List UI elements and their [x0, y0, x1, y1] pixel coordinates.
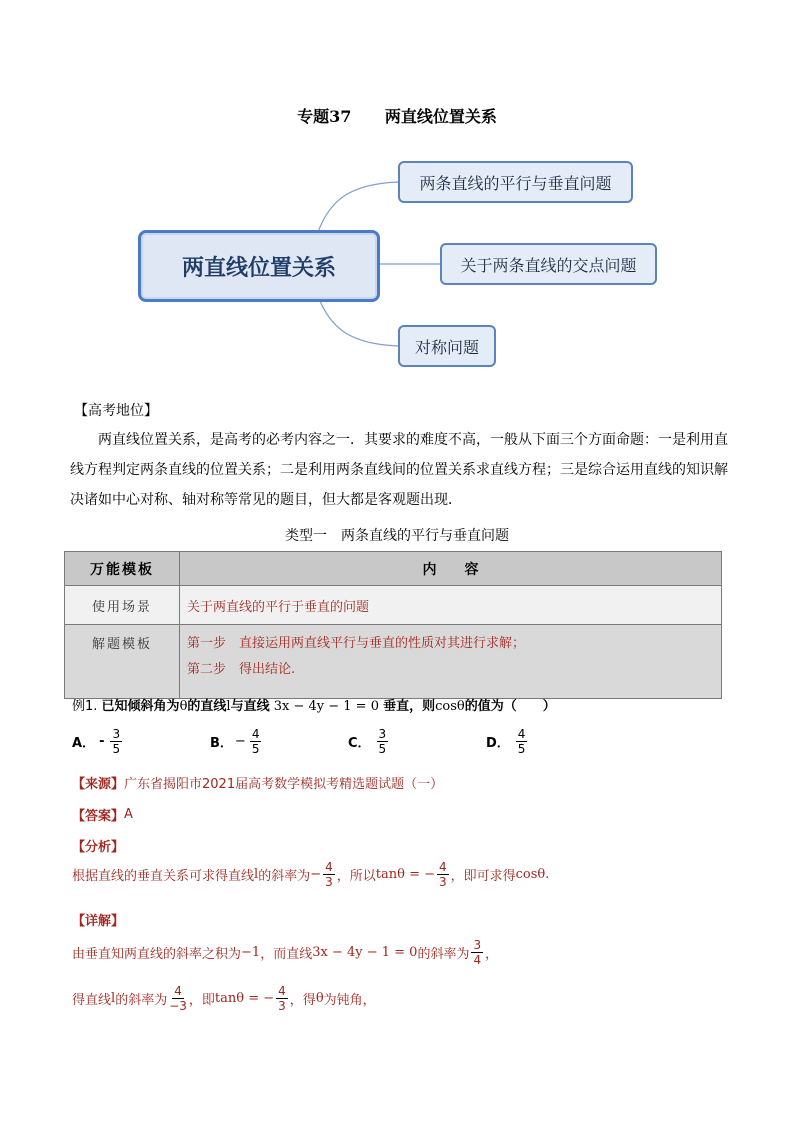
- detail-line-1: 由垂直知两直线的斜率之积为 −1 ，而直线 3x − 4y − 1 = 0 的斜率为 $\frac{3}{4}$ ，: [72, 938, 499, 967]
- option-fraction: $\frac{4}{5}$: [251, 727, 260, 756]
- analysis-text: 根据直线的垂直关系可求得直线 l 的斜率为 − $\frac{4}{3}$ ，所以 tanθ = − $\frac{4}{3}$ ，即可求得 cosθ .: [72, 860, 550, 889]
- connector-bottom: [318, 296, 398, 346]
- section-heading: 【高考地位】: [74, 403, 158, 419]
- source-tag: 【来源】: [72, 777, 125, 792]
- tan-fraction: $\frac{4}{3}$: [439, 860, 447, 889]
- table-row: [65, 625, 722, 699]
- option-a[interactable]: [72, 727, 124, 756]
- question-text: 垂直，则: [383, 699, 436, 714]
- option-label: C．: [348, 736, 371, 751]
- question-text: 的值为（ ）: [464, 699, 556, 714]
- slope-fraction: $\frac{4}{-3}$: [169, 984, 187, 1013]
- topic-name: 两直线位置关系: [384, 107, 497, 126]
- theta-symbol: θ: [179, 699, 188, 714]
- row-label: 解题模板: [65, 625, 180, 699]
- question-text: 的直线: [187, 699, 227, 714]
- section-paragraph: 两直线位置关系，是高考的必考内容之一．其要求的难度不高，一般从下面三个方面命题：一是利用直线方程判定两条直线的位置关系；二是利用两条直线间的位置关系求直线方程；三是综合运用直线的知识解决诸如中心对称、轴对称等常见的题目，但大都是客观题出现．: [70, 432, 728, 508]
- line-symbol: l: [226, 699, 231, 714]
- slope-fraction: $\frac{4}{3}$: [325, 860, 333, 889]
- mindmap-node-symmetry: 对称问题: [398, 325, 496, 367]
- analysis-heading: [72, 836, 124, 855]
- question-text: 与直线: [230, 699, 270, 714]
- option-c[interactable]: [348, 727, 390, 756]
- option-fraction: $\frac{4}{5}$: [517, 727, 526, 756]
- answer-text: A: [124, 807, 133, 822]
- table-row: [65, 586, 722, 625]
- option-b[interactable]: [210, 727, 263, 756]
- mindmap-connectors: [0, 0, 794, 400]
- example-number: 例1.: [72, 699, 98, 714]
- option-label: B．: [210, 736, 233, 751]
- option-d[interactable]: [486, 727, 529, 756]
- mindmap-node-intersection: 关于两条直线的交点问题: [440, 243, 657, 285]
- row-content: [180, 625, 722, 699]
- topic-number: 专题37: [297, 107, 352, 126]
- equation: 3x − 4y − 1 = 0: [273, 699, 379, 714]
- connector-top: [318, 182, 398, 232]
- table-header-content: 内 容: [180, 552, 722, 586]
- slope-fraction: $\frac{3}{4}$: [473, 938, 482, 967]
- type-title: 类型一 两条直线的平行与垂直问题: [285, 528, 509, 544]
- tan-fraction: $\frac{4}{3}$: [278, 984, 286, 1013]
- option-label: A．: [72, 736, 96, 751]
- step-two: 第二步 得出结论.: [187, 662, 296, 677]
- detail-heading: [72, 910, 124, 929]
- step-one: 第一步 直接运用两直线平行与垂直的性质对其进行求解；: [187, 636, 526, 651]
- answer-line: [72, 805, 133, 824]
- option-sign: −: [234, 734, 246, 749]
- answer-tag: 【答案】: [72, 809, 125, 824]
- table-header-template: 万能模板: [65, 552, 180, 586]
- row-content: 关于两直线的平行于垂直的问题: [180, 586, 722, 625]
- mindmap-center-node: 两直线位置关系: [138, 230, 380, 302]
- option-label: D．: [486, 736, 510, 751]
- mindmap-node-parallel-perpendicular: 两条直线的平行与垂直问题: [398, 161, 633, 203]
- source-text: 广东省揭阳市2021届高考数学模拟考精选题试题（一）: [124, 777, 444, 792]
- source-line: [72, 773, 443, 792]
- row-label: 使用场景: [65, 586, 180, 625]
- detail-tag: 【详解】: [72, 914, 125, 929]
- option-fraction: $\frac{3}{5}$: [378, 727, 387, 756]
- question-text: 已知倾斜角为: [101, 699, 180, 714]
- option-fraction: $\frac{3}{5}$: [112, 727, 121, 756]
- analysis-tag: 【分析】: [72, 840, 125, 855]
- option-sign: -: [99, 734, 105, 749]
- template-table: [64, 551, 722, 699]
- cos-expression: cosθ: [435, 699, 465, 714]
- detail-line-2: 得直线 l 的斜率为 $\frac{4}{-3}$ ，即 tanθ = − $\frac{4}{3}$ ，得 θ 为钝角，: [72, 984, 376, 1013]
- example-question: [72, 695, 556, 714]
